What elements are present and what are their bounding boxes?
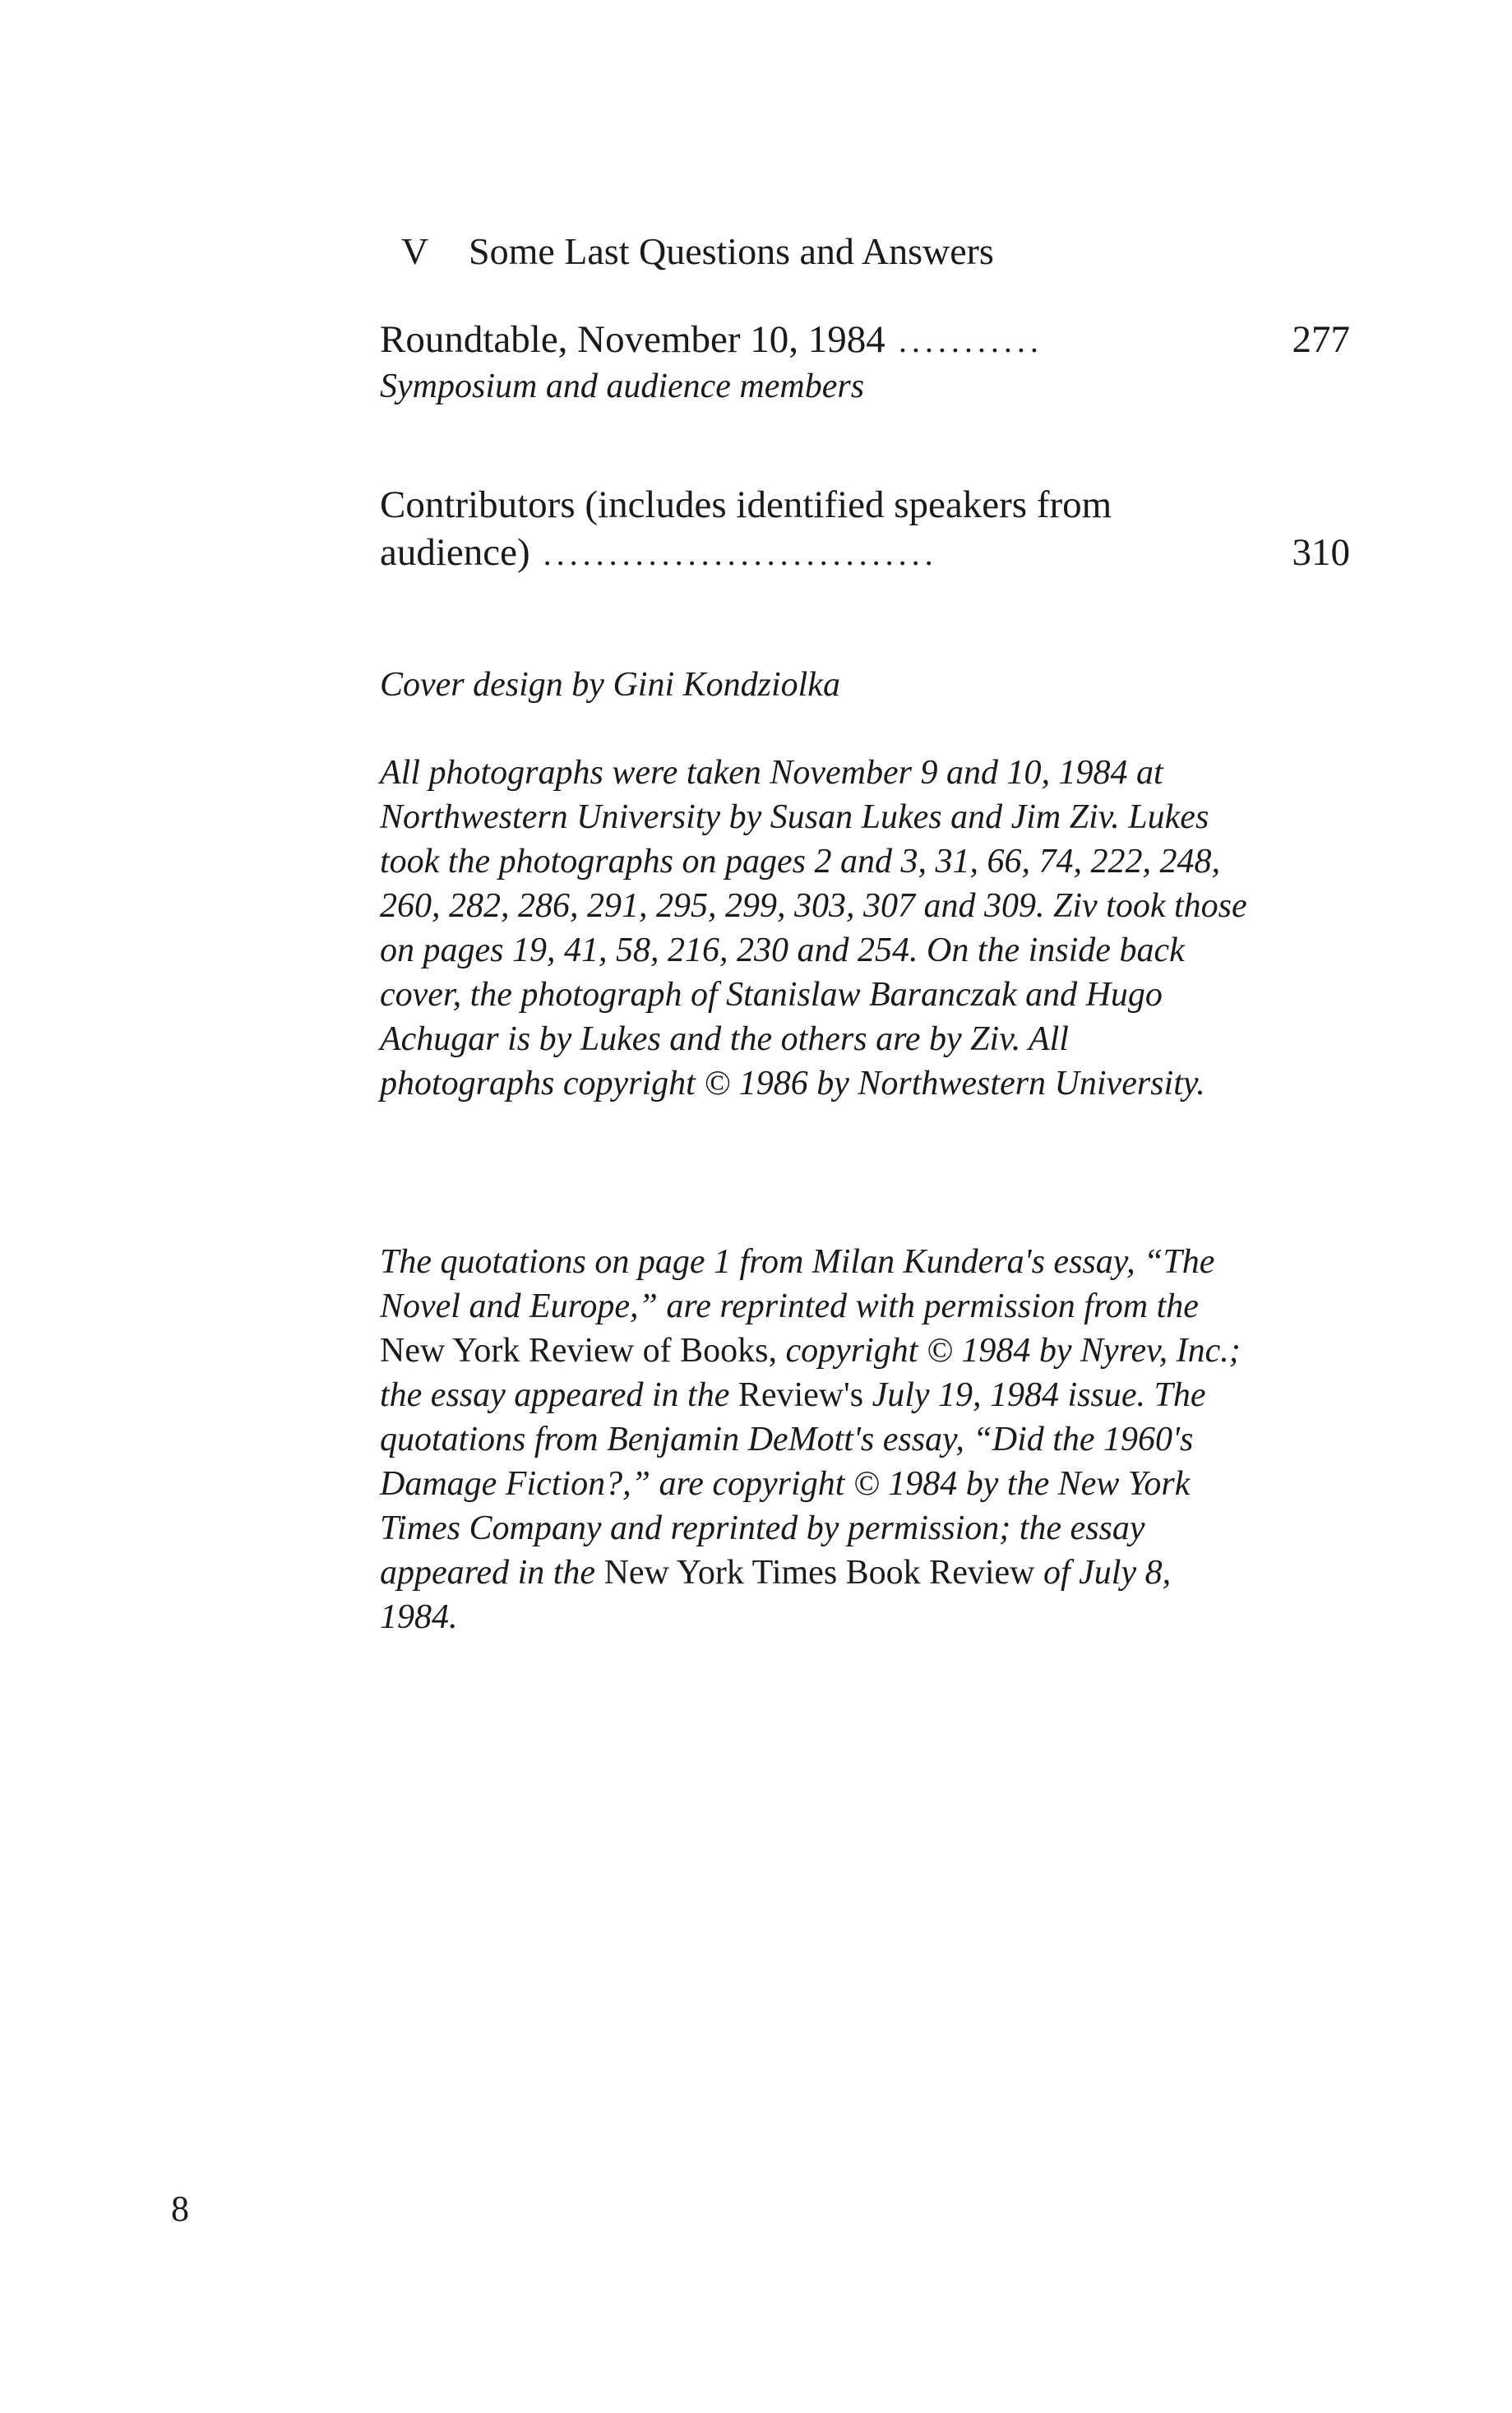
toc-entry-title: Contributors (includes identified speakers from [380, 483, 1112, 526]
section-heading [401, 229, 994, 275]
toc-entry-title-continued: audience) [380, 531, 530, 574]
toc-page-number: 277 [1292, 318, 1350, 361]
photo-credit-text: All photographs were taken November 9 and 10, 1984 at Northwestern University by Susan Lukes and Jim Ziv. Lukes took the photographs on pages 2 and 3, 31, 66, 74, 222, 248, 260, 282, 286, 291, 295, 299, 303, 307 and 309. Ziv took those on pages 19, 41, 58, 216, 230 and 254. On the inside back cover, the photograph of Stanislaw Baranczak and Hugo Achugar is by Lukes and the others are by Ziv. All photographs copyright © 1986 by Northwestern University. [380, 754, 1247, 1102]
page-number: 8 [171, 2189, 189, 2229]
toc-entry-roundtable [380, 316, 1350, 408]
photo-credit [380, 751, 1251, 1106]
publication-title: Review's [738, 1376, 864, 1414]
publication-title: New York Review of Books, [380, 1332, 777, 1370]
toc-entry-subtitle: Symposium and audience members [380, 367, 865, 405]
toc-entry-title: Roundtable, November 10, 1984 [380, 318, 885, 361]
cover-credit-text: Cover design by Gini Kondziolka [380, 666, 840, 704]
quotation-credit-text [380, 1240, 1251, 1639]
quotation-text-part: July 19, 1984 issue. The quotations from Benjamin DeMott's essay, “Did the 1960's Damage Fiction?,” are copyright © 1984 by the New York Times Company and reprinted by permission; the essay appeared in the [380, 1376, 1206, 1592]
toc-page-number: 310 [1292, 531, 1350, 574]
toc-entry-contributors [380, 481, 1350, 578]
quotation-credit [380, 1240, 1251, 1639]
section-numeral: V [401, 230, 429, 272]
cover-credit [380, 663, 1350, 707]
quotation-text-part: of July 8, 1984. [380, 1554, 1172, 1636]
toc-leader-dots: ........... [898, 322, 1043, 359]
quotation-text-part: The quotations on page 1 from Milan Kundera's essay, “The Novel and Europe,” are reprinted with permission from the [380, 1243, 1215, 1325]
publication-title: New York Times Book Review [603, 1554, 1035, 1592]
quotation-text-part: copyright © 1984 by Nyrev, Inc.; the essay appeared in the [380, 1332, 1241, 1414]
section-title: Some Last Questions and Answers [469, 230, 994, 272]
toc-leader-dots: .............................. [543, 535, 938, 572]
